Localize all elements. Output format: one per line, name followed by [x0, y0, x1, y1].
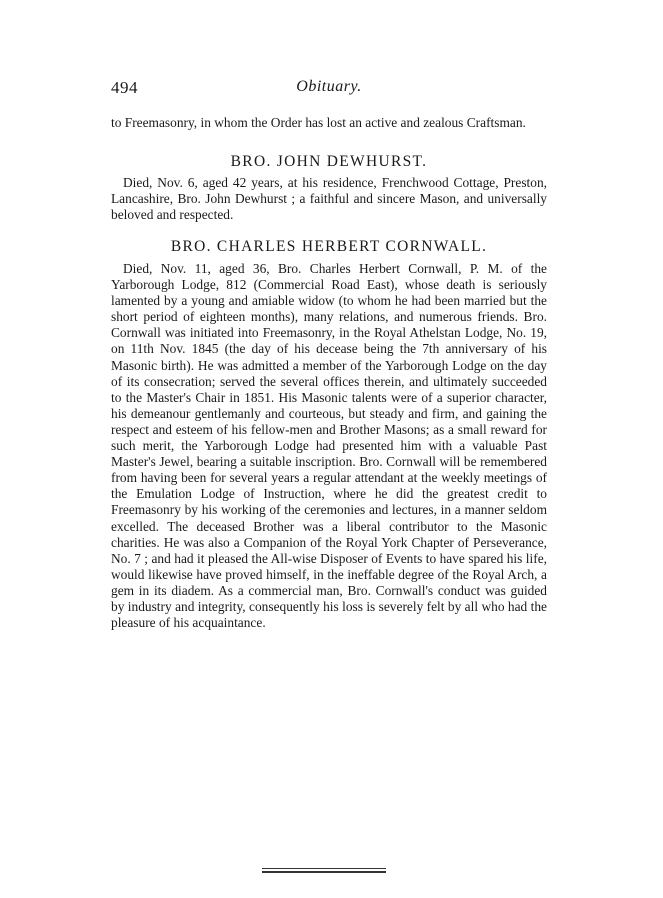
page-number: 494 [111, 78, 138, 97]
page-header [111, 78, 547, 102]
dewhurst-paragraph: Died, Nov. 6, aged 42 years, at his residence, Frenchwood Cottage, Preston, Lancashire, Bro. John Dewhurst ; a faithful and sincere Mason, and universally beloved and respected. [111, 175, 547, 223]
cornwall-heading: BRO. CHARLES HERBERT CORNWALL. [170, 238, 488, 255]
dewhurst-heading: BRO. JOHN DEWHURST. [230, 153, 428, 170]
closing-rule-thin [262, 868, 386, 869]
continuation-paragraph: to Freemasonry, in whom the Order has lost an active and zealous Craftsman. [111, 115, 526, 130]
running-title: Obituary. [296, 78, 362, 95]
closing-rule-thick [262, 871, 386, 873]
cornwall-paragraph: Died, Nov. 11, aged 36, Bro. Charles Herbert Cornwall, P. M. of the Yarborough Lodge, 812 (Commercial Road East), whose death is seriously lamented by a young and amiable widow (to whom he had been married but the short period of eighteen months), many relations, and numerous friends. Bro. Cornwall was initiated into Freemasonry, in the Royal Athelstan Lodge, No. 19, on 11th Nov. 1845 (the day of his decease being the 7th anniversary of his Masonic birth). He was admitted a member of the Yarborough Lodge on the day of its consecration; served the several offices therein, and ultimately succeeded to the Master's Chair in 1851. His Masonic talents were of a superior character, his demeanour gentlemanly and courteous, but steady and firm, and gaining the respect and esteem of his fellow-men and Brother Masons; as a small reward for such merit, the Yarborough Lodge had presented him with a valuable Past Master's Jewel, bearing a suitable inscription. Bro. Cornwall will be remembered from having been for several years a regular attendant at the weekly meetings of the Emulation Lodge of Instruction, where he did the greatest credit to Freemasonry by his working of the ceremonies and lectures, in a manner seldom excelled. The deceased Brother was a liberal contributor to the Masonic charities. He was also a Companion of the Royal York Chapter of Perseverance, No. 7 ; and had it pleased the All-wise Disposer of Events to have spared his life, would likewise have proved himself, in the ineffable degree of the Royal Arch, a gem in its diadem. As a commercial man, Bro. Cornwall's conduct was guided by industry and integrity, consequently his loss is severely felt by all who had the pleasure of his acquaintance. [111, 261, 547, 631]
